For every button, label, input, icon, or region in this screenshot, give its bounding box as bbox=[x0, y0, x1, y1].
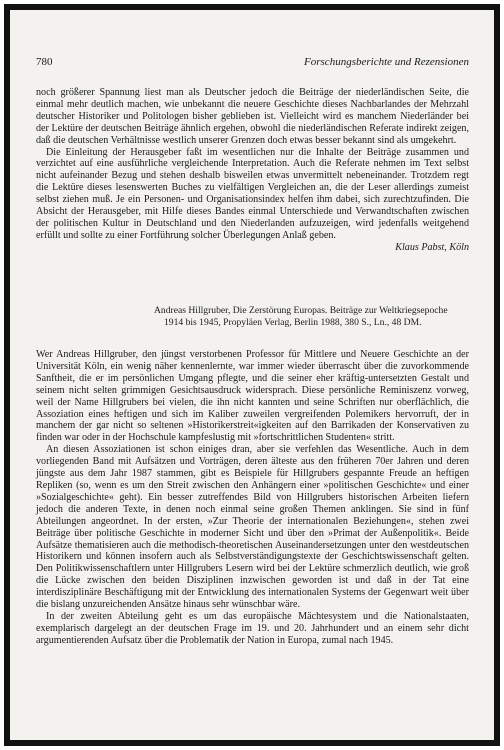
review-1-continuation bbox=[36, 87, 469, 254]
paragraph: Wer Andreas Hillgruber, den jüngst verstorbenen Professor für Mittlere und Neuere Geschichte an der Universität Köln, ein wenig näher kennenlernte, war immer wieder überrascht über die zuvorkommende Sanftheit, die er im persönlichen Umgang pflegte, und die seiner eher kräftig-untersetzten Gestalt und seinem nicht selten grimmigen Gesichtsausdruck widersprach. Diese persönliche Reminiszenz vorweg, weil der Name Hillgrubers bei vielen, die ihn nicht kannten und seine Schriften nur oberflächlich, die Assoziation eines heftigen und sich im Kaliber zuweilen vergreifenden Polemikers hervorruft, der in manchem der gar nicht so seltenen »Historikerstreit«igkeiten auf den Barrikaden der Konservativen zu finden war oder in der Hochschule kampfeslustig mit »fortschrittlichen Studenten« stritt. bbox=[36, 349, 469, 444]
review-2-body bbox=[36, 349, 469, 647]
running-title: Forschungsberichte und Rezensionen bbox=[304, 56, 469, 68]
reviewer-signature: Klaus Pabst, Köln bbox=[395, 241, 469, 253]
paragraph: noch größerer Spannung liest man als Deutscher jedoch die Beiträge der niederländischen Seite, die einmal mehr deutlich machen, wie unbekannt die neuere Geschichte dieses Nachbarlandes der Mehrzahl deutscher Historiker und Politologen bisher geblieben ist. Vielleicht wird es manchem Niederländer bei der Lektüre der deutschen Beiträge ähnlich ergehen, obwohl die niederländischen Referate indirekt zeigen, daß die deutschen Verhältnisse westlich unserer Grenzen doch etwas besser bekannt sind als umgekehrt. bbox=[36, 87, 469, 146]
bibliographic-reference bbox=[154, 305, 469, 329]
paragraph: An diesen Assoziationen ist schon einiges dran, aber sie verfehlen das Wesentliche. Auch in dem vorliegenden Band mit Aufsätzen und Vorträgen, deren älteste aus den früheren 70er Jahren und deren jüngste aus dem Jahr 1987 stammen, gibt es Beispiele für Hillgrubers gespannte Freude an heftigen Repliken (so, wenn es um den Streit zwischen den Anhängern einer »politischen Geschichte« und einer »Sozialgeschichte« geht). Ein besser zutreffendes Bild von Hillgrubers historischen Arbeiten liefern jedoch die anderen Texte, in denen noch einmal seine großen Themen anklingen. Sie sind in fünf Abteilungen angeordnet. In der ersten, »Zur Theorie der internationalen Beziehungen«, stehen zwei Beiträge über politische Geschichte in moderner Sicht und über den »Primat der Außenpolitik«. Beide Aufsätze thematisieren auch die methodisch-theoretischen Auseinandersetzungen unter den westdeutschen Historikern und können insofern auch als Selbstverständigungstexte der Geschichtswissenschaft gelten. Den Politikwissenschaftlern unter Hillgrubers Lesern wird bei der Lektüre schmerzlich deutlich, wie groß die Lücke zwischen den beiden Disziplinen inzwischen geworden ist und daß in der Tat eine interdisziplinäre Beschäftigung mit der Entwicklung des internationalen Systems der Gegenwart weit über die bislang unzureichenden Ansätze hinaus sehr wünschbar wäre. bbox=[36, 444, 469, 611]
paragraph: Die Einleitung der Herausgeber faßt im wesentlichen nur die Inhalte der Beiträge zusammen und verzichtet auf eine ausführliche vergleichende Interpretation. Auch die Referate nehmen im Text selbst nicht aufeinander Bezug und stehen deshalb bisweilen etwas unvermittelt nebeneinander. Trotzdem regt die Lektüre dieses lesenswerten Buches zu vielfältigen Vergleichen an, die der Leser allerdings zumeist selbst ziehen muß. Je ein Personen- und Organisationsindex helfen ihm dabei, sich zurechtzufinden. Die Absicht der Herausgeber, mit Hilfe dieses Bandes einmal Unterschiede und Verwandtschaften zwischen der politischen Kultur in Deutschland und den Niederlanden aufzuzeigen, wird jedenfalls weitgehend erfüllt und sollte zu einer Fortführung solcher Überlegungen Anlaß geben. bbox=[36, 146, 469, 241]
page-number: 780 bbox=[36, 56, 53, 68]
bib-line-2: 1914 bis 1945, Propyläen Verlag, Berlin 1988, 380 S., Ln., 48 DM. bbox=[164, 316, 422, 328]
scan-border bbox=[4, 4, 500, 746]
running-header bbox=[36, 56, 469, 70]
bib-line-1: Andreas Hillgruber, Die Zerstörung Europas. Beiträge zur Weltkriegsepoche bbox=[154, 305, 448, 316]
paragraph: In der zweiten Abteilung geht es um das europäische Mächtesystem und die Nationalstaaten, exemplarisch dargelegt an der deutschen Frage im 19. und 20. Jahrhundert und an einem sehr dicht argumentierenden Aufsatz über die Problematik der Nation in Europa, zumal nach 1945. bbox=[36, 610, 469, 646]
book-page bbox=[10, 10, 494, 740]
